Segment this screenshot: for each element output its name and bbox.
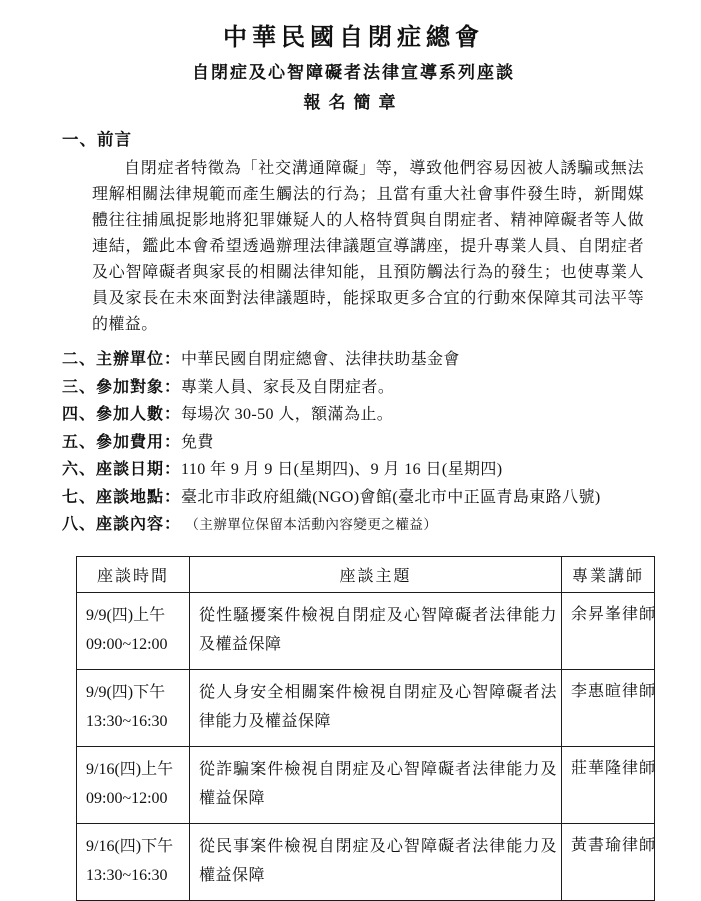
- session-date: 9/16(四)下午: [86, 837, 174, 855]
- preface-paragraph: 自閉症者特徵為「社交溝通障礙」等，導致他們容易因被人誘騙或無法理解相關法律規範而產生觸法的行為；且當有重大社會事件發生時，新聞媒體往往捕風捉影地將犯罪嫌疑人的人格特質與自閉症者、精神障礙者等人做連結，鑑此本會希望透過辦理法律議題宣導講座，提升專業人員、自閉症者及心智障礙者與家長的相關法律知能，且預防觸法行為的發生；也使專業人員及家長在未來面對法律議題時，能採取更多合宜的行動來保障其司法平等的權益。: [92, 160, 644, 333]
- session-topic: 從人身安全相關案件檢視自閉症及心智障礙者法律能力及權益保障: [190, 669, 562, 746]
- session-hours: 13:30~16:30: [86, 866, 168, 884]
- agenda-disclaimer: （主辦單位保留本活動內容變更之權益）: [185, 517, 438, 532]
- section-label: 七、座談地點：: [62, 488, 182, 506]
- section-label: 四、參加人數：: [62, 406, 182, 423]
- section-content: 免費: [181, 433, 214, 451]
- session-hours: 09:00~12:00: [86, 635, 168, 653]
- table-row: [77, 746, 655, 823]
- section-label: 八、座談內容：: [62, 516, 182, 533]
- page-title: 中華民國自閉症總會: [223, 25, 484, 51]
- session-time-cell: [77, 823, 190, 900]
- section-label: 二、主辦單位：: [62, 351, 182, 368]
- table-row: [77, 823, 655, 900]
- header-session-speaker: 專業講師: [562, 556, 655, 592]
- session-time-cell: [77, 746, 190, 823]
- document-subtitle: 自閉症及心智障礙者法律宣導系列座談: [192, 63, 515, 82]
- session-time-cell: [77, 669, 190, 746]
- section-agenda: [62, 511, 645, 539]
- section-location: [62, 484, 645, 512]
- session-speaker: 莊華隆律師: [562, 746, 655, 823]
- session-topic: 從詐騙案件檢視自閉症及心智障礙者法律能力及權益保障: [190, 746, 562, 823]
- session-time-cell: [77, 592, 190, 669]
- table-row: [77, 592, 655, 669]
- session-hours: 09:00~12:00: [86, 789, 168, 807]
- header-session-topic: 座談主題: [190, 556, 562, 592]
- session-speaker: 李惠暄律師: [562, 669, 655, 746]
- section-content: 每場次 30-50 人，額滿為止。: [181, 406, 394, 423]
- section-label: 三、參加對象：: [62, 378, 182, 396]
- session-speaker: 余昇峯律師: [562, 592, 655, 669]
- session-date: 9/16(四)上午: [86, 760, 174, 778]
- session-topic: 從性騷擾案件檢視自閉症及心智障礙者法律能力及權益保障: [190, 592, 562, 669]
- section-organizer: [62, 346, 645, 374]
- registration-heading: 報名簡章: [303, 93, 404, 112]
- session-date: 9/9(四)下午: [86, 683, 166, 701]
- section-preface-label: 一、前言: [62, 130, 132, 149]
- session-date: 9/9(四)上午: [86, 606, 166, 624]
- session-hours: 13:30~16:30: [86, 712, 168, 730]
- table-header-row: [77, 556, 655, 592]
- schedule-table: [76, 556, 655, 901]
- section-label: 五、參加費用：: [62, 433, 182, 451]
- header-session-time: 座談時間: [77, 556, 190, 592]
- section-content: 專業人員、家長及自閉症者。: [181, 378, 395, 396]
- section-dates: [62, 456, 645, 484]
- section-content: 臺北市非政府組織(NGO)會館(臺北市中正區青島東路八號): [181, 488, 601, 506]
- section-audience: [62, 374, 645, 402]
- section-fee: [62, 429, 645, 457]
- session-topic: 從民事案件檢視自閉症及心智障礙者法律能力及權益保障: [190, 823, 562, 900]
- session-speaker: 黃書瑜律師: [562, 823, 655, 900]
- section-capacity: [62, 401, 645, 429]
- section-label: 六、座談日期：: [62, 461, 182, 478]
- table-row: [77, 669, 655, 746]
- section-content: 110 年 9 月 9 日(星期四)、9 月 16 日(星期四): [181, 461, 503, 478]
- section-content: 中華民國自閉症總會、法律扶助基金會: [181, 351, 460, 368]
